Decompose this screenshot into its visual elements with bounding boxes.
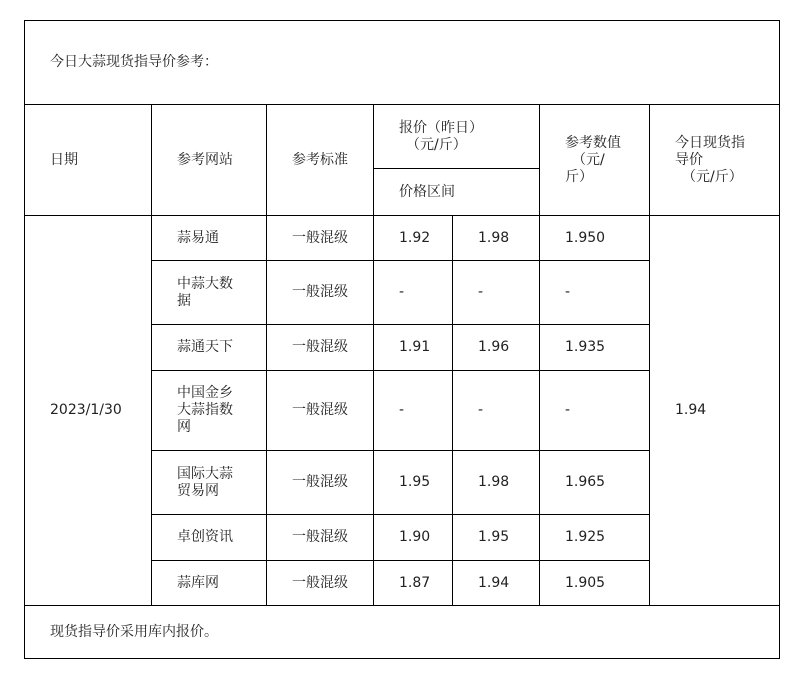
header-ref: [540, 105, 650, 216]
header-quote: [374, 105, 540, 169]
site-line: 中国金乡: [177, 385, 233, 401]
header-today-line1: 今日现货指: [675, 134, 745, 151]
ref-cell: 1.905: [540, 561, 650, 606]
standard-cell: 一般混级: [267, 515, 374, 561]
table-title: 今日大蒜现货指导价参考：: [25, 21, 780, 105]
ref-cell: -: [540, 261, 650, 325]
table-note: 现货指导价采用库内报价。: [25, 606, 780, 659]
site-line: 中蒜大数: [177, 275, 233, 292]
site-line: 贸易网: [177, 482, 219, 499]
header-site: 参考网站: [152, 105, 267, 216]
low-cell: 1.95: [374, 451, 453, 515]
site-cell: [152, 261, 267, 325]
low-cell: 1.92: [374, 216, 453, 261]
site-line: 大蒜指数: [177, 402, 233, 418]
low-cell: 1.91: [374, 325, 453, 371]
today-price-cell: 1.94: [650, 216, 780, 606]
low-cell: -: [374, 371, 453, 451]
site-line: 蒜通天下: [177, 339, 233, 355]
site-line: 据: [177, 292, 191, 309]
high-cell: -: [453, 261, 540, 325]
low-cell: 1.87: [374, 561, 453, 606]
ref-cell: 1.925: [540, 515, 650, 561]
high-cell: 1.96: [453, 325, 540, 371]
ref-cell: 1.950: [540, 216, 650, 261]
header-price-range: 价格区间: [374, 169, 540, 216]
high-cell: 1.95: [453, 515, 540, 561]
header-today-line3: （元/斤）: [682, 168, 743, 185]
high-cell: -: [453, 371, 540, 451]
site-line: 国际大蒜: [177, 465, 233, 482]
site-line: 网: [177, 419, 191, 435]
standard-cell: 一般混级: [267, 371, 374, 451]
price-table: [24, 20, 780, 659]
header-today: [650, 105, 780, 216]
standard-cell: 一般混级: [267, 561, 374, 606]
site-cell: [152, 515, 267, 561]
ref-cell: -: [540, 371, 650, 451]
high-cell: 1.98: [453, 451, 540, 515]
site-cell: [152, 561, 267, 606]
site-cell: [152, 371, 267, 451]
header-quote-line2: （元/斤）: [406, 136, 467, 153]
header-standard: 参考标准: [267, 105, 374, 216]
header-date: 日期: [25, 105, 152, 216]
ref-cell: 1.965: [540, 451, 650, 515]
site-line: 蒜易通: [177, 229, 219, 246]
site-line: 蒜库网: [177, 574, 219, 591]
header-quote-line1: 报价（昨日）: [399, 119, 483, 136]
header-ref-line2: （元/: [572, 151, 605, 168]
standard-cell: 一般混级: [267, 325, 374, 371]
low-cell: 1.90: [374, 515, 453, 561]
site-line: 卓创资讯: [177, 529, 233, 545]
low-cell: -: [374, 261, 453, 325]
ref-cell: 1.935: [540, 325, 650, 371]
header-ref-line3: 斤）: [565, 168, 593, 185]
high-cell: 1.98: [453, 216, 540, 261]
header-today-line2: 导价: [675, 151, 703, 168]
site-cell: [152, 451, 267, 515]
table-row: [25, 216, 780, 261]
date-cell: 2023/1/30: [25, 216, 152, 606]
site-cell: [152, 325, 267, 371]
standard-cell: 一般混级: [267, 261, 374, 325]
header-ref-line1: 参考数值: [565, 134, 621, 151]
site-cell: [152, 216, 267, 261]
standard-cell: 一般混级: [267, 451, 374, 515]
high-cell: 1.94: [453, 561, 540, 606]
standard-cell: 一般混级: [267, 216, 374, 261]
